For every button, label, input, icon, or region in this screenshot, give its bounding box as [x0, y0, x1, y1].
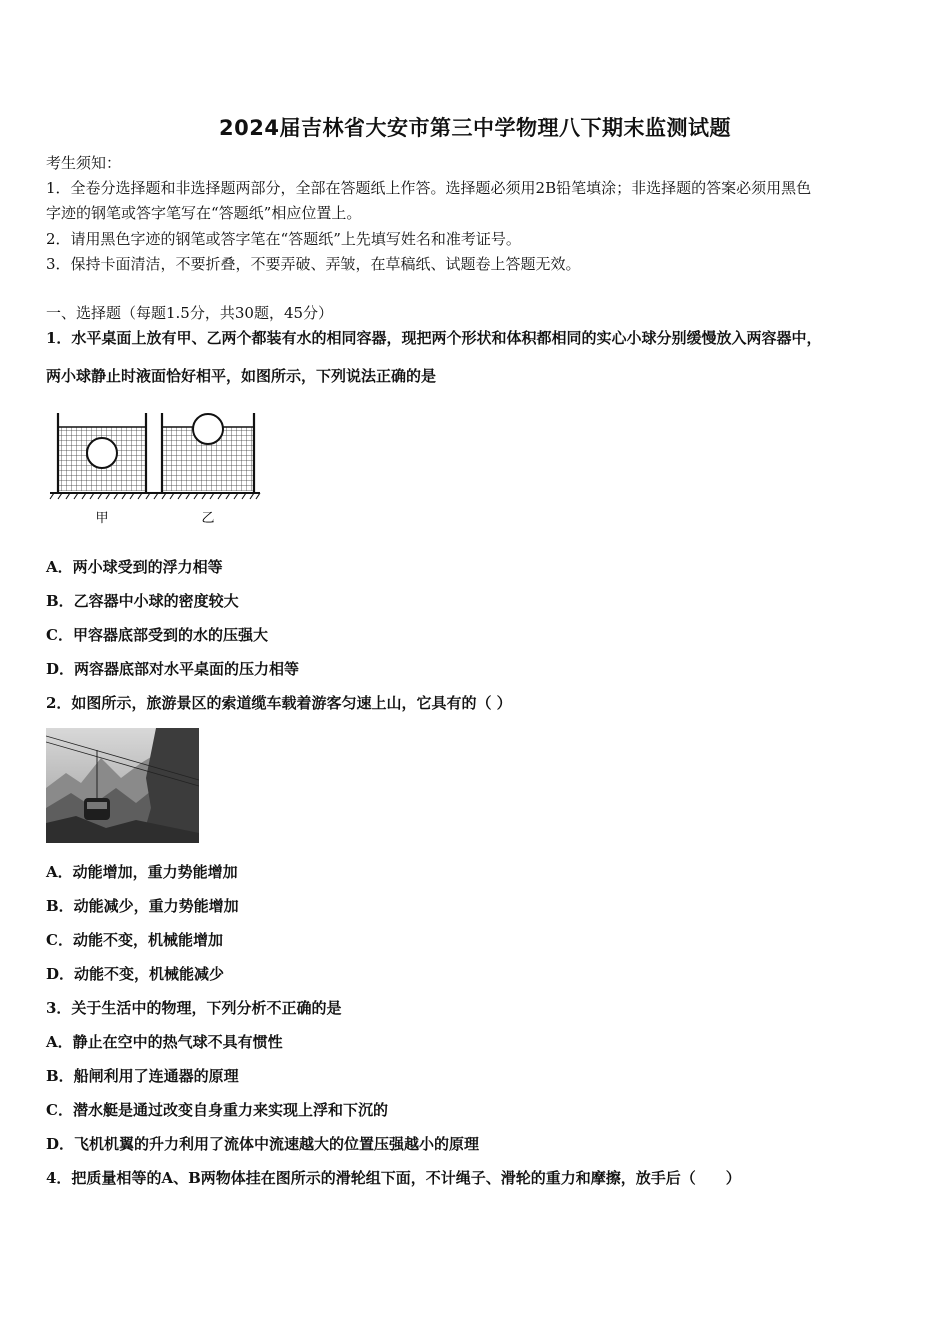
label-yi: 乙 — [201, 511, 215, 526]
ball-yi — [193, 414, 223, 444]
section-heading: 一、选择题（每题1.5分，共30题，45分） — [46, 304, 334, 322]
notice-item-2: 2．请用黑色字迹的钢笔或答字笔在“答题纸”上先填写姓名和准考证号。 — [46, 230, 521, 248]
label-jia: 甲 — [95, 511, 109, 526]
q3-stem: 3．关于生活中的物理，下列分析不正确的是 — [46, 999, 342, 1017]
q2-option-c: C．动能不变，机械能增加 — [46, 931, 223, 949]
q3-option-b: B．船闸利用了连通器的原理 — [46, 1067, 239, 1085]
q1-figure-containers — [46, 405, 266, 530]
q4-stem: 4．把质量相等的A、B两物体挂在图所示的滑轮组下面，不计绳子、滑轮的重力和摩擦，放手后（ ） — [46, 1169, 741, 1187]
q1-option-b: B．乙容器中小球的密度较大 — [46, 592, 239, 610]
q2-option-a: A．动能增加，重力势能增加 — [46, 863, 238, 881]
q3-option-c: C．潜水艇是通过改变自身重力来实现上浮和下沉的 — [46, 1101, 388, 1119]
q2-option-d: D．动能不变，机械能减少 — [46, 965, 225, 983]
notice-item-1b: 字迹的钢笔或答字笔写在“答题纸”相应位置上。 — [46, 204, 362, 222]
q1-option-a: A．两小球受到的浮力相等 — [46, 558, 223, 576]
q1-option-c: C．甲容器底部受到的水的压强大 — [46, 626, 268, 644]
notice-heading: 考生须知： — [46, 154, 122, 172]
notice-item-1a: 1．全卷分选择题和非选择题两部分，全部在答题纸上作答。选择题必须用2B铅笔填涂；非选择题的答案必须用黑色 — [46, 179, 812, 197]
q1-stem-line2: 两小球静止时液面恰好相平，如图所示，下列说法正确的是 — [46, 367, 437, 385]
q2-option-b: B．动能减少，重力势能增加 — [46, 897, 239, 915]
q1-stem-line1: 1．水平桌面上放有甲、乙两个都装有水的相同容器，现把两个形状和体积都相同的实心小球分别缓慢放入两容器中， — [46, 329, 822, 347]
notice-item-3: 3．保持卡面清洁，不要折叠，不要弄破、弄皱，在草稿纸、试题卷上答题无效。 — [46, 255, 581, 273]
q3-option-d: D．飞机机翼的升力利用了流体中流速越大的位置压强越小的原理 — [46, 1135, 480, 1153]
ball-jia — [87, 438, 117, 468]
q2-figure-cablecar-photo — [46, 728, 199, 843]
page-title: 2024届吉林省大安市第三中学物理八下期末监测试题 — [219, 116, 731, 140]
q2-stem: 2．如图所示，旅游景区的索道缆车载着游客匀速上山，它具有的（ ） — [46, 694, 512, 712]
q3-option-a: A．静止在空中的热气球不具有惯性 — [46, 1033, 283, 1051]
q1-option-d: D．两容器底部对水平桌面的压力相等 — [46, 660, 300, 678]
